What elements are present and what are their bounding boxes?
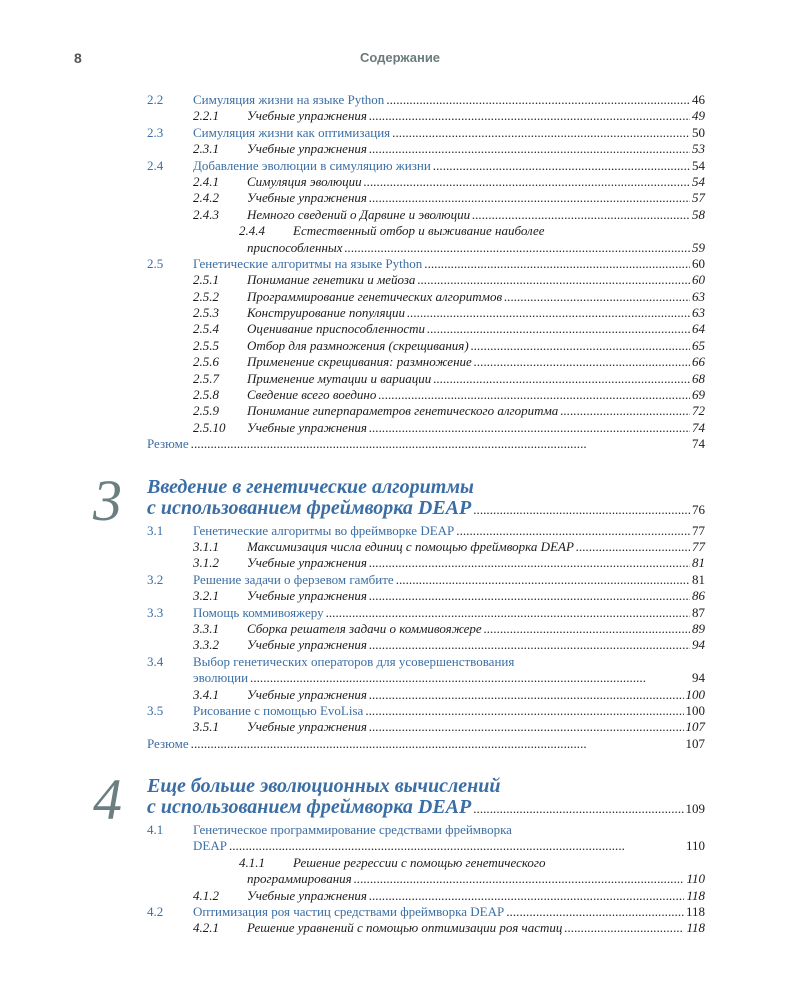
dot-leader — [369, 420, 690, 436]
toc-entry-4-2[interactable] — [147, 904, 705, 920]
entry-title: Понимание гиперпараметров генетического алгоритма — [247, 403, 559, 419]
toc-row — [147, 670, 705, 686]
entry-number: 2.5.3 — [193, 305, 219, 321]
dot-leader — [365, 703, 683, 719]
toc-row — [147, 523, 705, 539]
toc-entry-3-4-1[interactable] — [147, 687, 705, 703]
entry-page-number: 81 — [692, 555, 705, 571]
toc-row — [147, 256, 705, 272]
toc-row — [147, 703, 705, 719]
entry-number: 4.1.2 — [193, 887, 219, 903]
entry-page-number: 63 — [692, 305, 705, 321]
toc-entry-3-5[interactable] — [147, 703, 705, 719]
toc-row — [193, 403, 705, 419]
dot-leader — [378, 387, 690, 403]
entry-number: 2.5.10 — [193, 419, 226, 435]
entry-title: Резюме — [147, 735, 189, 751]
entry-number: 2.5.8 — [193, 387, 219, 403]
dot-leader — [456, 523, 690, 539]
entry-page-number: 81 — [692, 571, 705, 587]
entry-page-number: 54 — [692, 173, 705, 189]
entry-number: 2.4.2 — [193, 190, 219, 206]
toc-row — [147, 572, 705, 588]
entry-title: Генетические алгоритмы во фреймворке DEAP — [193, 522, 455, 538]
dot-leader — [386, 92, 690, 108]
entry-page-number: 74 — [692, 436, 705, 452]
toc-row — [193, 141, 705, 157]
entry-page-number: 49 — [692, 108, 705, 124]
dot-leader — [369, 719, 684, 735]
dot-leader — [354, 871, 685, 887]
dot-leader — [369, 588, 690, 604]
toc-row — [193, 321, 705, 337]
chapter-number: 4 — [93, 767, 122, 833]
entry-title: Помощь коммивояжеру — [193, 604, 324, 620]
entry-number: 2.4.4 — [239, 223, 265, 239]
entry-title-line: Решение регрессии с помощью генетического — [293, 854, 546, 870]
toc-entry-3-2-1[interactable] — [147, 588, 705, 604]
toc-row — [193, 207, 705, 223]
entry-number: 3.1.2 — [193, 555, 219, 571]
entry-page-number: 94 — [692, 670, 705, 686]
toc-row — [193, 637, 705, 653]
chapter-title-line: Введение в генетические алгоритмы — [147, 475, 474, 498]
entry-title: Учебные упражнения — [247, 588, 367, 604]
entry-number: 3.4 — [147, 653, 164, 669]
toc-entry-2-4-2[interactable] — [147, 190, 705, 206]
dot-leader — [369, 141, 690, 157]
entry-number: 2.5.1 — [193, 272, 219, 288]
dot-leader — [504, 289, 690, 305]
dot-leader — [506, 904, 684, 920]
toc-entry-2-5-5[interactable] — [147, 338, 705, 354]
dot-leader — [427, 321, 690, 337]
entry-number: 2.4.3 — [193, 206, 219, 222]
table-of-contents — [93, 92, 705, 937]
entry-number: 2.4 — [147, 157, 164, 173]
toc-row — [193, 272, 705, 288]
toc-row — [193, 240, 705, 256]
entry-title-line — [147, 822, 705, 838]
toc-row — [147, 158, 705, 174]
toc-entry-2-2-1[interactable] — [147, 108, 705, 124]
toc-entry-2-4-3[interactable] — [147, 207, 705, 223]
entry-page-number: 94 — [692, 637, 705, 653]
dot-leader — [474, 354, 690, 370]
entry-title-line: Выбор генетических операторов для усовершенствования — [193, 653, 515, 669]
dot-leader — [473, 798, 683, 819]
toc-row — [193, 108, 705, 124]
toc-entry-3-3[interactable] — [147, 605, 705, 621]
entry-page-number: 118 — [685, 904, 705, 920]
entry-title: Учебные упражнения — [247, 190, 367, 206]
toc-row — [193, 371, 705, 387]
dot-leader — [369, 637, 690, 653]
toc-entry-2-5-9[interactable] — [147, 403, 705, 419]
toc-entry-2-3-1[interactable] — [147, 141, 705, 157]
toc-row — [193, 539, 705, 555]
dot-leader — [392, 125, 690, 141]
dot-leader — [364, 174, 690, 190]
entry-title-line: программирования — [247, 871, 352, 887]
entry-page-number: 74 — [692, 419, 705, 435]
entry-title: Генетические алгоритмы на языке Python — [193, 255, 423, 271]
dot-leader — [564, 920, 684, 936]
entry-page-number: 60 — [692, 272, 705, 288]
entry-page-number: 87 — [692, 604, 705, 620]
dot-leader — [369, 108, 690, 124]
entry-page-number: 54 — [692, 157, 705, 173]
running-header: Содержание — [359, 50, 441, 65]
toc-row — [147, 498, 705, 519]
entry-page-number: 66 — [692, 354, 705, 370]
entry-title: Конструирование популяции — [247, 305, 405, 321]
entry-number: 4.2.1 — [193, 920, 219, 936]
entry-title: Применение скрещивания: размножение — [247, 354, 472, 370]
toc-entry-4-1-1[interactable] — [147, 855, 705, 888]
entry-number: 2.2.1 — [193, 108, 219, 124]
entry-title: Учебные упражнения — [247, 419, 367, 435]
entry-title: Резюме — [147, 436, 189, 452]
toc-entry-3-1-1[interactable] — [147, 539, 705, 555]
entry-title: Сведение всего воедино — [247, 387, 377, 403]
toc-row — [193, 719, 705, 735]
toc-row — [193, 420, 705, 436]
entry-page-number: 58 — [692, 206, 705, 222]
entry-title: Учебные упражнения — [247, 887, 367, 903]
toc-entry-2-5-8[interactable] — [147, 387, 705, 403]
entry-title: Немного сведений о Дарвине и эволюции — [247, 206, 471, 222]
toc-entry-3-3-1[interactable] — [147, 621, 705, 637]
entry-page-number: 110 — [686, 871, 705, 887]
entry-number: 2.4.1 — [193, 173, 219, 189]
toc-row — [147, 125, 705, 141]
entry-title: Применение мутации и вариации — [247, 370, 432, 386]
entry-page-number: 86 — [692, 588, 705, 604]
toc-row — [147, 904, 705, 920]
toc-row — [193, 338, 705, 354]
entry-page-number: 107 — [685, 735, 705, 751]
entry-number: 3.4.1 — [193, 686, 219, 702]
entry-number: 2.5.2 — [193, 288, 219, 304]
toc-entry-3-1[interactable] — [147, 523, 705, 539]
entry-page-number: 65 — [692, 337, 705, 353]
entry-title: Понимание генетики и мейоза — [247, 272, 416, 288]
dot-leader — [484, 621, 690, 637]
entry-page-number: 50 — [692, 124, 705, 140]
toc-entry-2-5-7[interactable] — [147, 371, 705, 387]
page-number: 8 — [74, 50, 82, 66]
entry-title: Учебные упражнения — [247, 108, 367, 124]
dot-leader — [424, 256, 690, 272]
toc-row — [193, 555, 705, 571]
entry-number: 2.5.4 — [193, 321, 219, 337]
entry-title-line: эволюции — [193, 670, 249, 686]
entry-title-line — [147, 654, 705, 670]
toc-entry-2-5-10[interactable] — [147, 420, 705, 436]
dot-leader — [433, 158, 690, 174]
entry-page-number: 46 — [692, 92, 705, 107]
dot-leader — [471, 338, 690, 354]
entry-number: 4.1 — [147, 822, 164, 838]
entry-number: 3.1.1 — [193, 538, 219, 554]
toc-row — [193, 621, 705, 637]
entry-title: Решение уравнений с помощью оптимизации роя частиц — [247, 920, 563, 936]
entry-number: 3.2.1 — [193, 588, 219, 604]
entry-number: 2.3 — [147, 124, 164, 140]
dot-leader — [560, 403, 690, 419]
dot-leader — [417, 272, 690, 288]
toc-entry-2-4[interactable] — [147, 158, 705, 174]
entry-title: Учебные упражнения — [247, 719, 367, 735]
entry-page-number: 107 — [685, 719, 705, 735]
entry-number: 2.5 — [147, 255, 164, 271]
entry-title: Оптимизация роя частиц средствами фреймворка DEAP — [193, 904, 505, 920]
entry-title: Решение задачи о ферзевом гамбите — [193, 571, 394, 587]
toc-entry-4-1-2[interactable] — [147, 888, 705, 904]
entry-title-line: приспособленных — [247, 239, 343, 255]
entry-title: Симуляция эволюции — [247, 173, 362, 189]
dot-leader — [369, 888, 685, 904]
toc-entry-3-2[interactable] — [147, 572, 705, 588]
toc-entry-2-5-3[interactable] — [147, 305, 705, 321]
entry-number: 4.1.1 — [239, 854, 265, 870]
toc-entry-2-5-2[interactable] — [147, 289, 705, 305]
toc-row — [193, 174, 705, 190]
toc-entry-2-3[interactable] — [147, 125, 705, 141]
chapter-title-line: с использованием фреймворка DEAP — [147, 796, 472, 819]
entry-title: Симуляция жизни как оптимизация — [193, 124, 391, 140]
toc-row — [147, 436, 705, 452]
toc-row — [193, 305, 705, 321]
toc-entry-2-4-4[interactable] — [147, 223, 705, 256]
toc-row — [147, 92, 705, 108]
toc-row — [147, 736, 705, 752]
entry-number: 2.5.6 — [193, 354, 219, 370]
dot-leader — [396, 572, 690, 588]
chapter-number: 3 — [93, 467, 122, 533]
entry-number: 4.2 — [147, 904, 164, 920]
toc-entry-2-2[interactable] — [147, 92, 705, 108]
entry-page-number: 77 — [692, 538, 705, 554]
entry-number: 3.3.2 — [193, 637, 219, 653]
entry-number: 2.3.1 — [193, 141, 219, 157]
toc-entry-2-4-1[interactable] — [147, 174, 705, 190]
toc-entry-2-5-6[interactable] — [147, 354, 705, 370]
entry-title: Отбор для размножения (скрещивания) — [247, 337, 469, 353]
entry-title-line: Генетическое программирование средствами фреймворка — [193, 822, 512, 838]
entry-page-number: 118 — [686, 920, 705, 936]
toc-entry-summary[interactable] — [147, 736, 705, 752]
chapter-page-number: 76 — [692, 501, 705, 517]
toc-entry-4-1[interactable] — [147, 822, 705, 855]
toc-row — [147, 838, 705, 854]
entry-title: Учебные упражнения — [247, 141, 367, 157]
toc-entry-4-2-1[interactable] — [147, 920, 705, 936]
toc-row — [147, 605, 705, 621]
entry-title-line — [193, 223, 705, 239]
dot-leader — [473, 499, 690, 520]
toc-row — [193, 871, 705, 887]
entry-page-number: 68 — [692, 370, 705, 386]
toc-entry-2-5-1[interactable] — [147, 272, 705, 288]
toc-row — [193, 190, 705, 206]
entry-title-line: Естественный отбор и выживание наиболее — [293, 223, 545, 239]
entry-title: Учебные упражнения — [247, 555, 367, 571]
entry-page-number: 72 — [692, 403, 705, 419]
entry-title: Учебные упражнения — [247, 637, 367, 653]
toc-row — [193, 289, 705, 305]
entry-page-number: 57 — [692, 190, 705, 206]
toc-row — [147, 797, 705, 818]
entry-number: 3.3.1 — [193, 620, 219, 636]
dot-leader — [472, 207, 690, 223]
entry-page-number: 100 — [685, 702, 705, 718]
entry-title: Рисование с помощью EvoLisa — [193, 702, 364, 718]
entry-title-line — [193, 855, 705, 871]
entry-number: 3.3 — [147, 604, 164, 620]
dot-leader — [191, 436, 690, 452]
entry-number: 3.1 — [147, 522, 164, 538]
entry-page-number: 100 — [685, 686, 705, 702]
entry-number: 2.5.5 — [193, 337, 219, 353]
entry-number: 2.2 — [147, 92, 164, 107]
entry-page-number: 77 — [692, 522, 705, 538]
entry-page-number: 110 — [685, 838, 705, 854]
entry-title: Учебные упражнения — [247, 686, 367, 702]
toc-row — [193, 387, 705, 403]
entry-page-number: 59 — [692, 239, 705, 255]
dot-leader — [345, 240, 691, 256]
toc-row — [193, 687, 705, 703]
dot-leader — [433, 371, 690, 387]
chapter-page-number: 109 — [685, 801, 705, 817]
entry-number: 3.2 — [147, 571, 164, 587]
toc-entry-summary[interactable] — [147, 436, 705, 452]
entry-page-number: 63 — [692, 288, 705, 304]
dot-leader — [369, 190, 690, 206]
entry-page-number: 89 — [692, 620, 705, 636]
toc-row — [193, 354, 705, 370]
toc-entry-3-3-2[interactable] — [147, 637, 705, 653]
entry-page-number: 118 — [686, 887, 705, 903]
toc-entry-3-4[interactable] — [147, 654, 705, 687]
dot-leader — [191, 736, 684, 752]
entry-number: 2.5.9 — [193, 403, 219, 419]
entry-title: Сборка решателя задачи о коммивояжере — [247, 620, 482, 636]
entry-title: Оценивание приспособленности — [247, 321, 426, 337]
dot-leader — [369, 555, 690, 571]
entry-number: 3.5.1 — [193, 719, 219, 735]
dot-leader — [576, 539, 690, 555]
entry-title: Симуляция жизни на языке Python — [193, 92, 385, 107]
dot-leader — [326, 605, 690, 621]
entry-page-number: 53 — [692, 141, 705, 157]
entry-number: 2.5.7 — [193, 370, 219, 386]
toc-row — [193, 888, 705, 904]
entry-title-line: DEAP — [193, 838, 227, 854]
toc-entry-2-5[interactable] — [147, 256, 705, 272]
dot-leader — [407, 305, 690, 321]
toc-entry-3-1-2[interactable] — [147, 555, 705, 571]
entry-page-number: 60 — [692, 255, 705, 271]
chapter-title-line: Еще больше эволюционных вычислений — [147, 775, 501, 798]
entry-title: Программирование генетических алгоритмов — [247, 288, 503, 304]
dot-leader — [229, 838, 684, 854]
chapter-title-line: с использованием фреймворка DEAP — [147, 496, 472, 519]
toc-row — [193, 588, 705, 604]
entry-title: Добавление эволюции в симуляцию жизни — [193, 157, 431, 173]
toc-row — [193, 920, 705, 936]
toc-entry-3-5-1[interactable] — [147, 719, 705, 735]
entry-title: Максимизация числа единиц с помощью фреймворка DEAP — [247, 538, 574, 554]
dot-leader — [369, 687, 684, 703]
entry-page-number: 69 — [692, 387, 705, 403]
entry-page-number: 64 — [692, 321, 705, 337]
entry-number: 3.5 — [147, 702, 164, 718]
toc-entry-2-5-4[interactable] — [147, 321, 705, 337]
dot-leader — [250, 670, 690, 686]
